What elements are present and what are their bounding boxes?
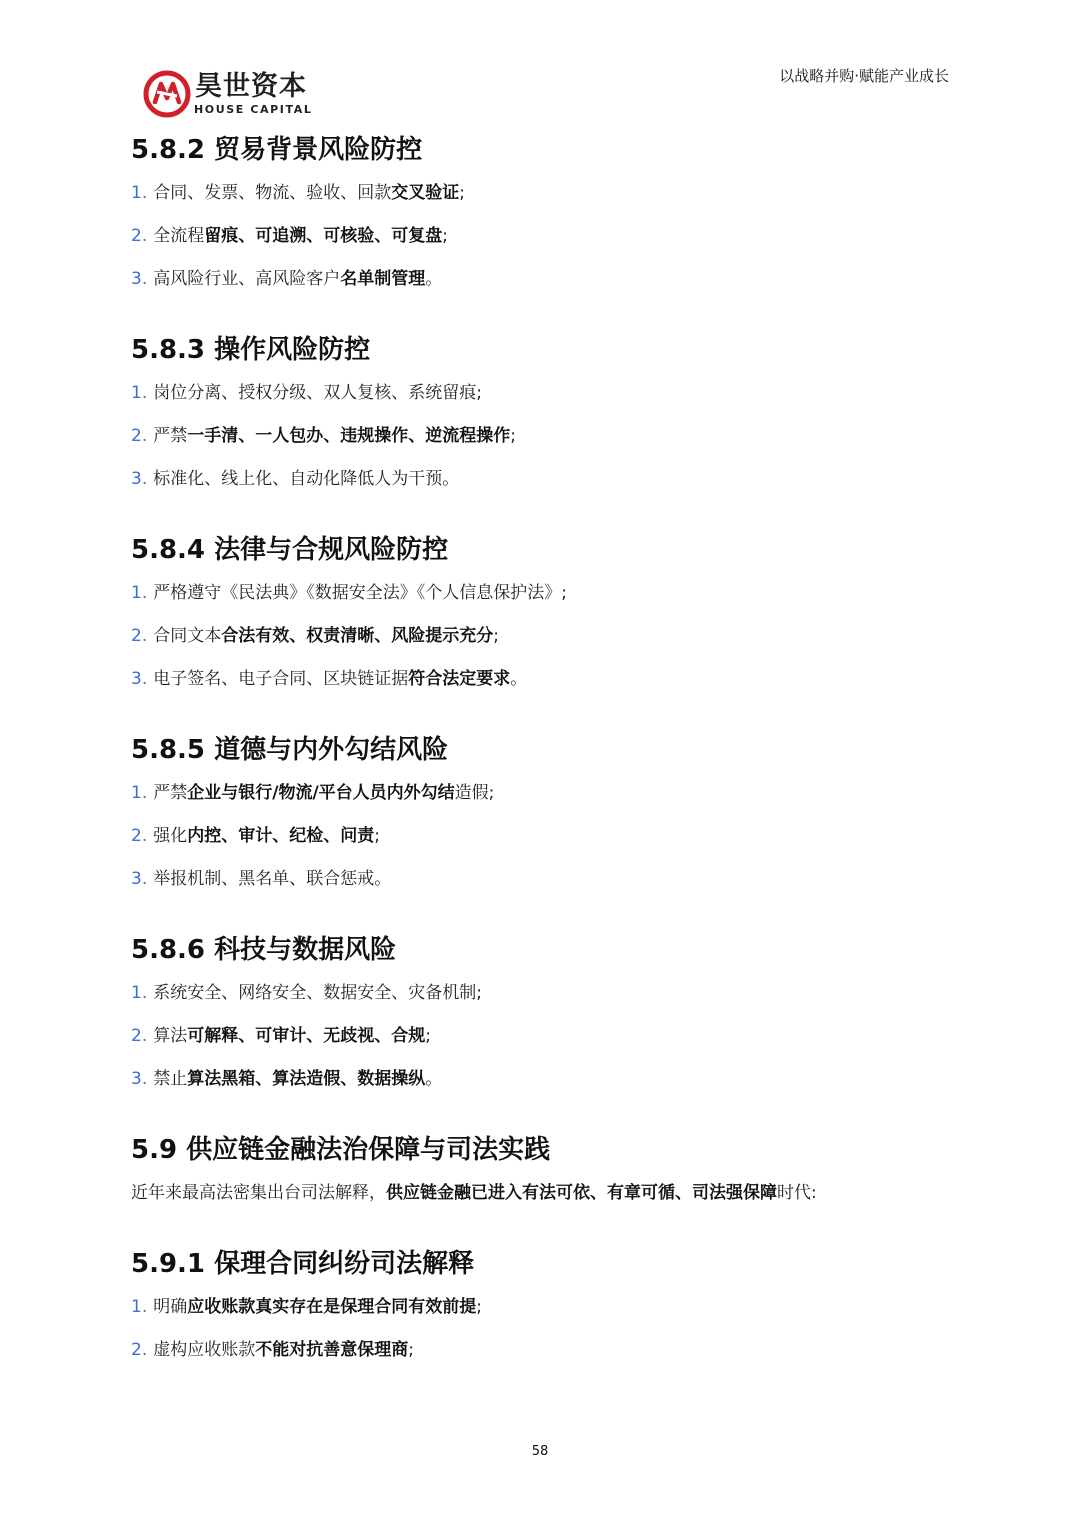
section-heading: 5.8.6 科技与数据风险 — [131, 935, 397, 965]
house-capital-logo-icon — [143, 70, 191, 118]
section-heading: 5.8.3 操作风险防控 — [131, 335, 371, 365]
item-text-tail: ; — [476, 1297, 482, 1317]
item-number: 3. — [131, 1069, 148, 1089]
numbered-list — [131, 1286, 951, 1372]
item-number: 3. — [131, 469, 148, 489]
item-number: 1. — [131, 783, 148, 803]
list-item — [131, 172, 951, 215]
section-heading: 5.9.1 保理合同纠纷司法解释 — [131, 1249, 475, 1279]
list-item — [131, 1015, 951, 1058]
item-text-tail: ; — [493, 626, 499, 646]
item-number: 2. — [131, 1026, 148, 1046]
item-emphasis: 企业与银行/物流/平台人员内外勾结 — [187, 783, 455, 803]
numbered-list — [131, 572, 951, 701]
list-item — [131, 972, 951, 1015]
item-text: 禁止 — [153, 1069, 188, 1089]
list-item — [131, 458, 951, 501]
item-text: 电子签名、电子合同、区块链证据 — [153, 669, 409, 689]
paragraph-emphasis: 供应链金融已进入有法可依、有章可循、司法强保障 — [386, 1183, 777, 1203]
header-slogan: 以战略并购·赋能产业成长 — [779, 67, 949, 85]
section-59 — [131, 1128, 951, 1215]
item-number: 1. — [131, 583, 148, 603]
section-583 — [131, 328, 951, 501]
numbered-list — [131, 172, 951, 301]
section-582 — [131, 128, 951, 301]
item-number: 2. — [131, 826, 148, 846]
numbered-list — [131, 372, 951, 501]
list-item — [131, 258, 951, 301]
item-text: 严禁 — [153, 783, 188, 803]
list-item — [131, 1058, 951, 1101]
item-text: 举报机制、黑名单、联合惩戒。 — [153, 869, 392, 889]
item-number: 1. — [131, 183, 148, 203]
list-item — [131, 772, 951, 815]
item-emphasis: 留痕、可追溯、可核验、可复盘 — [204, 226, 443, 246]
item-emphasis: 不能对抗善意保理商 — [255, 1340, 409, 1360]
page-number: 58 — [531, 1444, 549, 1459]
item-text-tail: 。 — [510, 669, 528, 689]
item-text-tail: ; — [425, 1026, 431, 1046]
item-text: 系统安全、网络安全、数据安全、灾备机制; — [153, 983, 482, 1003]
item-number: 2. — [131, 626, 148, 646]
section-591 — [131, 1242, 951, 1372]
logo-chinese-name: 昊世资本 — [195, 71, 307, 102]
list-item — [131, 215, 951, 258]
item-text-tail: ; — [459, 183, 465, 203]
item-emphasis: 名单制管理 — [340, 269, 426, 289]
item-number: 2. — [131, 1340, 148, 1360]
section-heading: 5.8.4 法律与合规风险防控 — [131, 535, 449, 565]
section-584 — [131, 528, 951, 701]
item-text: 合同、发票、物流、验收、回款 — [153, 183, 392, 203]
company-logo — [143, 70, 323, 120]
item-text-tail: 。 — [425, 1069, 443, 1089]
list-item — [131, 615, 951, 658]
list-item — [131, 372, 951, 415]
item-text: 严格遵守《民法典》《数据安全法》《个人信息保护法》; — [153, 583, 567, 603]
item-number: 1. — [131, 1297, 148, 1317]
item-text-tail: ; — [374, 826, 380, 846]
list-item — [131, 858, 951, 901]
list-item — [131, 1286, 951, 1329]
item-emphasis: 合法有效、权责清晰、风险提示充分 — [221, 626, 494, 646]
numbered-list — [131, 772, 951, 901]
item-number: 3. — [131, 669, 148, 689]
logo-english-name: HOUSE CAPITAL — [194, 103, 313, 116]
intro-paragraph — [131, 1172, 951, 1215]
item-emphasis: 一手清、一人包办、违规操作、逆流程操作 — [187, 426, 511, 446]
item-text: 虚构应收账款 — [153, 1340, 256, 1360]
item-text: 岗位分离、授权分级、双人复核、系统留痕; — [153, 383, 482, 403]
page-header — [0, 0, 1080, 130]
item-number: 1. — [131, 383, 148, 403]
item-text: 合同文本 — [153, 626, 222, 646]
item-number: 3. — [131, 269, 148, 289]
item-text: 标准化、线上化、自动化降低人为干预。 — [153, 469, 460, 489]
item-text: 高风险行业、高风险客户 — [153, 269, 341, 289]
section-heading: 5.8.2 贸易背景风险防控 — [131, 135, 423, 165]
item-number: 1. — [131, 983, 148, 1003]
section-586 — [131, 928, 951, 1101]
list-item — [131, 815, 951, 858]
item-text: 明确 — [153, 1297, 188, 1317]
list-item — [131, 1329, 951, 1372]
item-text-tail: ; — [442, 226, 448, 246]
section-585 — [131, 728, 951, 901]
item-emphasis: 应收账款真实存在是保理合同有效前提 — [187, 1297, 477, 1317]
item-emphasis: 算法黑箱、算法造假、数据操纵 — [187, 1069, 426, 1089]
item-text-tail: 造假; — [454, 783, 495, 803]
item-text: 全流程 — [153, 226, 205, 246]
item-emphasis: 内控、审计、纪检、问责 — [187, 826, 375, 846]
list-item — [131, 415, 951, 458]
item-text-tail: ; — [408, 1340, 414, 1360]
item-text: 严禁 — [153, 426, 188, 446]
list-item — [131, 658, 951, 701]
item-emphasis: 符合法定要求 — [408, 669, 511, 689]
item-emphasis: 可解释、可审计、无歧视、合规 — [187, 1026, 426, 1046]
item-text: 算法 — [153, 1026, 188, 1046]
list-item — [131, 572, 951, 615]
item-number: 2. — [131, 426, 148, 446]
section-heading: 5.8.5 道德与内外勾结风险 — [131, 735, 449, 765]
item-text-tail: ; — [510, 426, 516, 446]
document-body — [131, 128, 951, 1372]
item-text: 强化 — [153, 826, 188, 846]
paragraph-text-tail: 时代: — [777, 1183, 817, 1203]
item-number: 3. — [131, 869, 148, 889]
numbered-list — [131, 972, 951, 1101]
paragraph-text: 近年来最高法密集出台司法解释， — [131, 1183, 386, 1203]
item-number: 2. — [131, 226, 148, 246]
section-heading: 5.9 供应链金融法治保障与司法实践 — [131, 1135, 551, 1165]
item-emphasis: 交叉验证 — [391, 183, 460, 203]
item-text-tail: 。 — [425, 269, 443, 289]
